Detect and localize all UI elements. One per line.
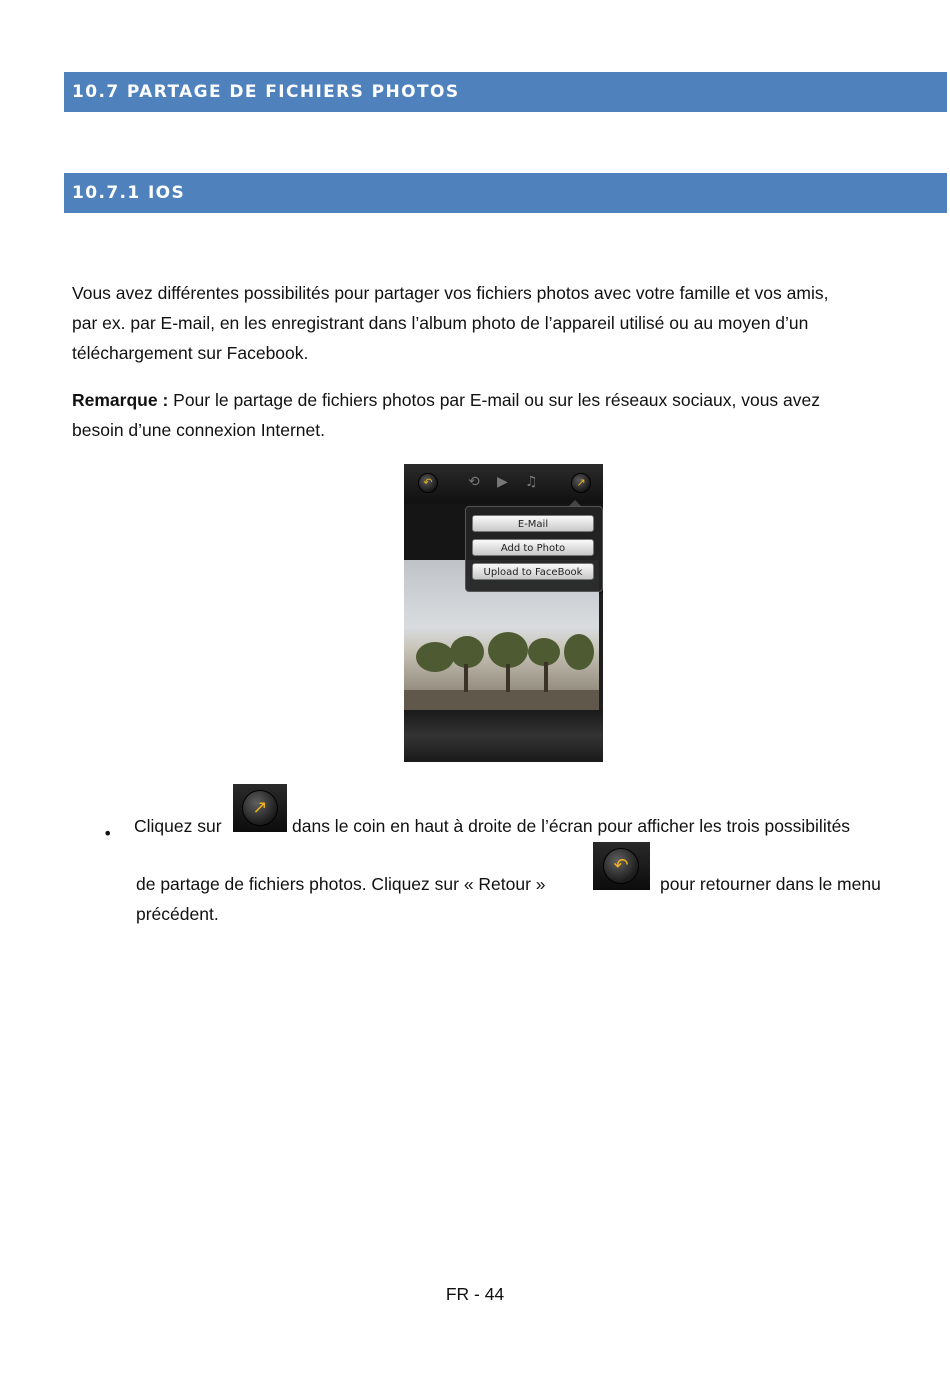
- bullet-text-3: de partage de fichiers photos. Cliquez sur « Retour »: [136, 874, 546, 894]
- remark-line-1: Pour le partage de fichiers photos par E-mail ou sur les réseaux sociaux, vous avez: [168, 390, 821, 410]
- photo-trunk: [544, 662, 548, 692]
- phone-bottom-bar: [404, 710, 603, 762]
- phone-toolbar: [404, 464, 603, 504]
- remark-label: Remarque :: [72, 390, 169, 410]
- intro-line-2: par ex. par E-mail, en les enregistrant dans l’album photo de l’appareil utilisé ou au moyen d’un: [72, 313, 809, 333]
- photo-edge: [599, 594, 603, 710]
- phone-screenshot: [404, 464, 603, 762]
- upload-facebook-button[interactable]: Upload to FaceBook: [472, 563, 594, 580]
- bullet-text-1: Cliquez sur: [134, 816, 222, 836]
- share-icon: ↗: [242, 790, 278, 826]
- photo-tree: [488, 632, 528, 668]
- photo-trunk: [506, 664, 510, 692]
- bullet-text-4: pour retourner dans le menu: [660, 874, 881, 894]
- remark-line-2: besoin d’une connexion Internet.: [72, 420, 325, 440]
- add-to-photo-button[interactable]: Add to Photo: [472, 539, 594, 556]
- bullet-text-5: précédent.: [136, 904, 219, 924]
- photo-tree: [564, 634, 594, 670]
- subsection-heading: 10.7.1 IOS: [64, 173, 947, 213]
- email-option-button[interactable]: E-Mail: [472, 515, 594, 532]
- bullet-marker: •: [103, 824, 113, 843]
- back-icon: ↶: [603, 848, 639, 884]
- intro-line-1: Vous avez différentes possibilités pour partager vos fichiers photos avec votre famille et vos amis,: [72, 283, 829, 303]
- share-icon[interactable]: ↗: [571, 473, 591, 493]
- section-heading: 10.7 PARTAGE DE FICHIERS PHOTOS: [64, 72, 947, 112]
- intro-line-3: téléchargement sur Facebook.: [72, 343, 309, 363]
- back-button-image: [593, 842, 650, 890]
- photo-trunk: [464, 664, 468, 692]
- share-button-image: [233, 784, 287, 832]
- page-number: FR - 44: [445, 1284, 505, 1304]
- share-popup: [465, 506, 603, 592]
- photo-ground: [404, 690, 599, 710]
- intro-paragraph: [72, 278, 932, 368]
- bullet-text-2: dans le coin en haut à droite de l’écran pour afficher les trois possibilités: [292, 816, 851, 836]
- photo-tree: [416, 642, 454, 672]
- play-icon[interactable]: ▶: [497, 474, 508, 490]
- music-icon[interactable]: ♫: [525, 474, 538, 490]
- back-icon[interactable]: ↶: [418, 473, 438, 493]
- repeat-icon[interactable]: ⟲: [468, 474, 480, 490]
- remark-paragraph: [72, 385, 932, 445]
